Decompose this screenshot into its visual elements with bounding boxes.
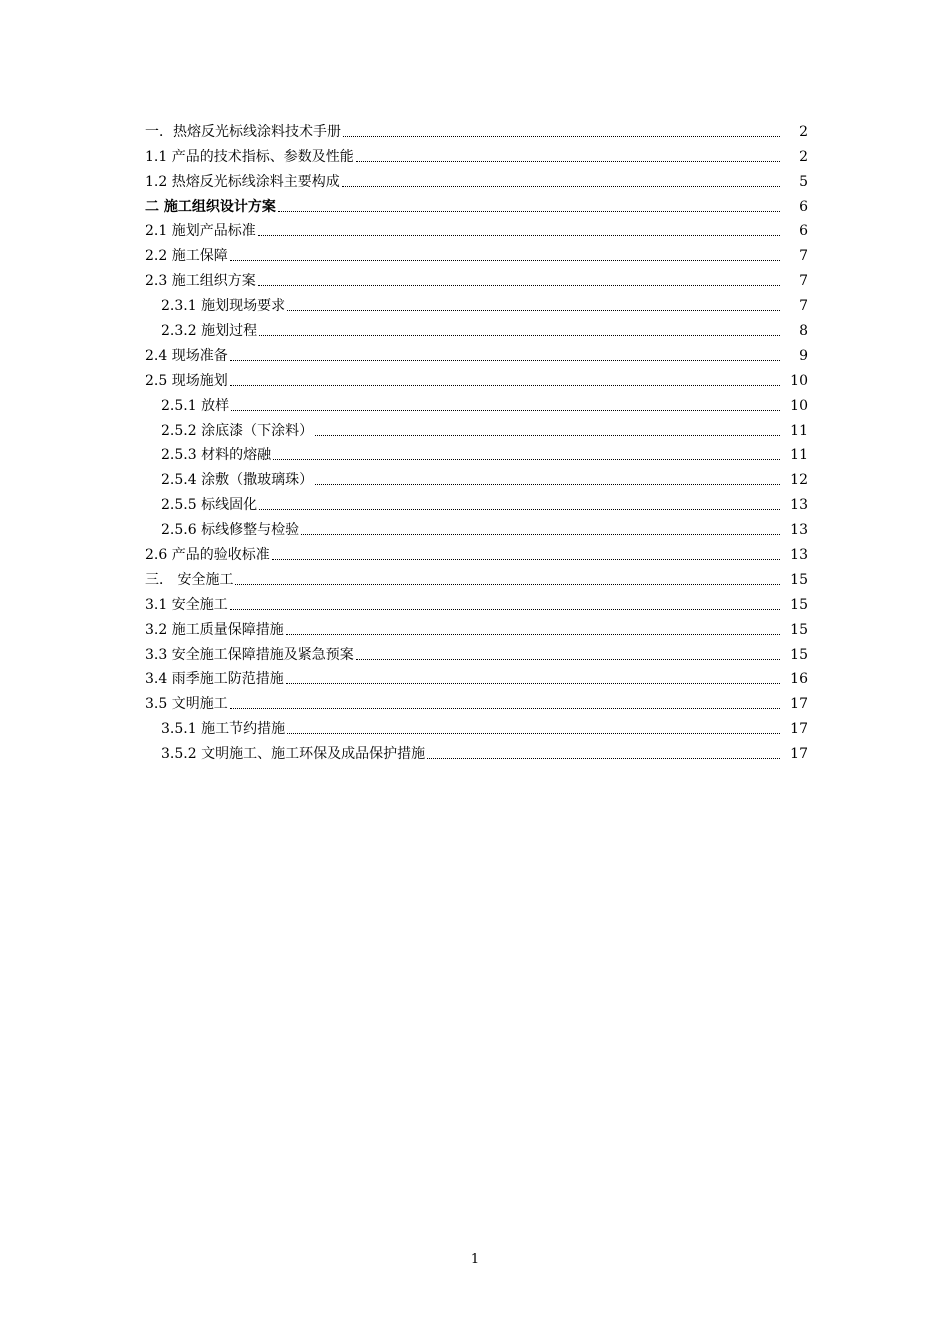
toc-entry-page: 7 <box>799 298 808 315</box>
table-of-contents <box>145 116 808 763</box>
toc-dot-leader <box>230 608 780 610</box>
toc-entry-label: 2.5.3 材料的熔融 <box>161 447 272 464</box>
toc-entry-page: 7 <box>799 248 808 265</box>
toc-entry[interactable] <box>145 340 808 365</box>
toc-dot-leader <box>272 558 780 560</box>
toc-entry-page: 11 <box>790 422 808 439</box>
toc-entry-label: 3.5.1 施工节约措施 <box>161 721 286 738</box>
toc-dot-leader <box>315 483 780 485</box>
toc-dot-leader <box>258 234 780 236</box>
toc-entry[interactable] <box>145 415 808 440</box>
toc-entry-page: 2 <box>799 123 808 140</box>
toc-entry[interactable] <box>145 688 808 713</box>
toc-entry[interactable] <box>145 639 808 664</box>
toc-entry-page: 15 <box>790 646 808 663</box>
toc-dot-leader <box>278 210 780 212</box>
toc-entry-page: 15 <box>790 621 808 638</box>
toc-entry-page: 13 <box>790 522 808 539</box>
toc-dot-leader <box>259 508 780 510</box>
toc-entry-label: 2.5.4 涂敷（撒玻璃珠） <box>161 472 314 489</box>
toc-dot-leader <box>273 458 780 460</box>
toc-dot-leader <box>427 757 780 759</box>
toc-entry[interactable] <box>145 240 808 265</box>
toc-dot-leader <box>356 658 780 660</box>
toc-entry-page: 17 <box>790 746 808 763</box>
toc-dot-leader <box>342 185 780 187</box>
toc-entry-page: 2 <box>799 148 808 165</box>
toc-entry-page: 10 <box>790 397 808 414</box>
toc-dot-leader <box>343 135 780 137</box>
toc-entry-label: 2.3.1 施划现场要求 <box>161 298 286 315</box>
toc-entry-label: 1.1 产品的技术指标、参数及性能 <box>145 148 354 165</box>
toc-entry-label: 2.1 施划产品标准 <box>145 223 256 240</box>
toc-entry-page: 13 <box>790 497 808 514</box>
toc-entry-page: 15 <box>790 571 808 588</box>
toc-dot-leader <box>230 384 780 386</box>
toc-entry-label: 2.3 施工组织方案 <box>145 273 256 290</box>
toc-entry[interactable] <box>145 365 808 390</box>
toc-entry-label: 2.5 现场施划 <box>145 372 228 389</box>
toc-dot-leader <box>230 359 780 361</box>
toc-entry-label: 3.5 文明施工 <box>145 696 228 713</box>
toc-entry-page: 6 <box>799 198 808 215</box>
toc-entry[interactable] <box>145 216 808 241</box>
toc-entry-label: 1.2 热熔反光标线涂料主要构成 <box>145 173 340 190</box>
toc-entry[interactable] <box>145 315 808 340</box>
toc-dot-leader <box>287 732 780 734</box>
toc-dot-leader <box>356 160 780 162</box>
toc-entry-label: 2.3.2 施划过程 <box>161 323 258 340</box>
toc-dot-leader <box>287 309 780 311</box>
toc-entry[interactable] <box>145 390 808 415</box>
toc-entry[interactable] <box>145 738 808 763</box>
toc-entry[interactable] <box>145 191 808 216</box>
toc-entry-label: 2.6 产品的验收标准 <box>145 547 270 564</box>
toc-entry-page: 10 <box>790 372 808 389</box>
page-number: 1 <box>470 1252 480 1267</box>
toc-entry-label: 一．热熔反光标线涂料技术手册 <box>145 123 341 140</box>
toc-entry-label: 2.4 现场准备 <box>145 347 228 364</box>
toc-entry[interactable] <box>145 539 808 564</box>
toc-dot-leader <box>286 682 780 684</box>
toc-dot-leader <box>315 434 780 436</box>
toc-entry-page: 8 <box>799 323 808 340</box>
toc-entry-label: 二 施工组织设计方案 <box>145 198 276 215</box>
toc-entry[interactable] <box>145 514 808 539</box>
toc-entry[interactable] <box>145 265 808 290</box>
toc-dot-leader <box>235 583 780 585</box>
toc-entry[interactable] <box>145 664 808 689</box>
toc-entry-label: 2.5.1 放样 <box>161 397 230 414</box>
toc-entry-label: 2.5.2 涂底漆（下涂料） <box>161 422 314 439</box>
toc-entry-page: 13 <box>790 547 808 564</box>
toc-dot-leader <box>230 259 780 261</box>
toc-entry-label: 2.5.5 标线固化 <box>161 497 258 514</box>
toc-entry-page: 9 <box>799 347 808 364</box>
toc-entry[interactable] <box>145 614 808 639</box>
toc-entry-label: 2.2 施工保障 <box>145 248 228 265</box>
toc-entry[interactable] <box>145 116 808 141</box>
toc-entry-page: 5 <box>799 173 808 190</box>
toc-entry[interactable] <box>145 440 808 465</box>
toc-entry[interactable] <box>145 489 808 514</box>
toc-entry-page: 15 <box>790 596 808 613</box>
toc-entry-page: 16 <box>790 671 808 688</box>
toc-entry-page: 12 <box>790 472 808 489</box>
toc-entry-page: 7 <box>799 273 808 290</box>
toc-entry-label: 2.5.6 标线修整与检验 <box>161 522 300 539</box>
toc-entry[interactable] <box>145 290 808 315</box>
toc-entry-label: 3.2 施工质量保障措施 <box>145 621 284 638</box>
toc-dot-leader <box>301 533 780 535</box>
toc-dot-leader <box>259 334 780 336</box>
toc-entry-label: 3.5.2 文明施工、施工环保及成品保护措施 <box>161 746 426 763</box>
toc-entry[interactable] <box>145 141 808 166</box>
toc-dot-leader <box>231 409 780 411</box>
toc-entry-page: 11 <box>790 447 808 464</box>
toc-dot-leader <box>230 707 780 709</box>
toc-entry[interactable] <box>145 589 808 614</box>
toc-entry[interactable] <box>145 564 808 589</box>
toc-entry-page: 17 <box>790 696 808 713</box>
toc-dot-leader <box>258 284 780 286</box>
toc-entry-label: 3.4 雨季施工防范措施 <box>145 671 284 688</box>
toc-dot-leader <box>286 633 780 635</box>
toc-entry-label: 3.3 安全施工保障措施及紧急预案 <box>145 646 354 663</box>
toc-entry[interactable] <box>145 166 808 191</box>
toc-entry-page: 17 <box>790 721 808 738</box>
toc-entry-label: 三． 安全施工 <box>145 571 234 588</box>
toc-entry-label: 3.1 安全施工 <box>145 596 228 613</box>
toc-entry-page: 6 <box>799 223 808 240</box>
toc-entry[interactable] <box>145 464 808 489</box>
toc-entry[interactable] <box>145 713 808 738</box>
